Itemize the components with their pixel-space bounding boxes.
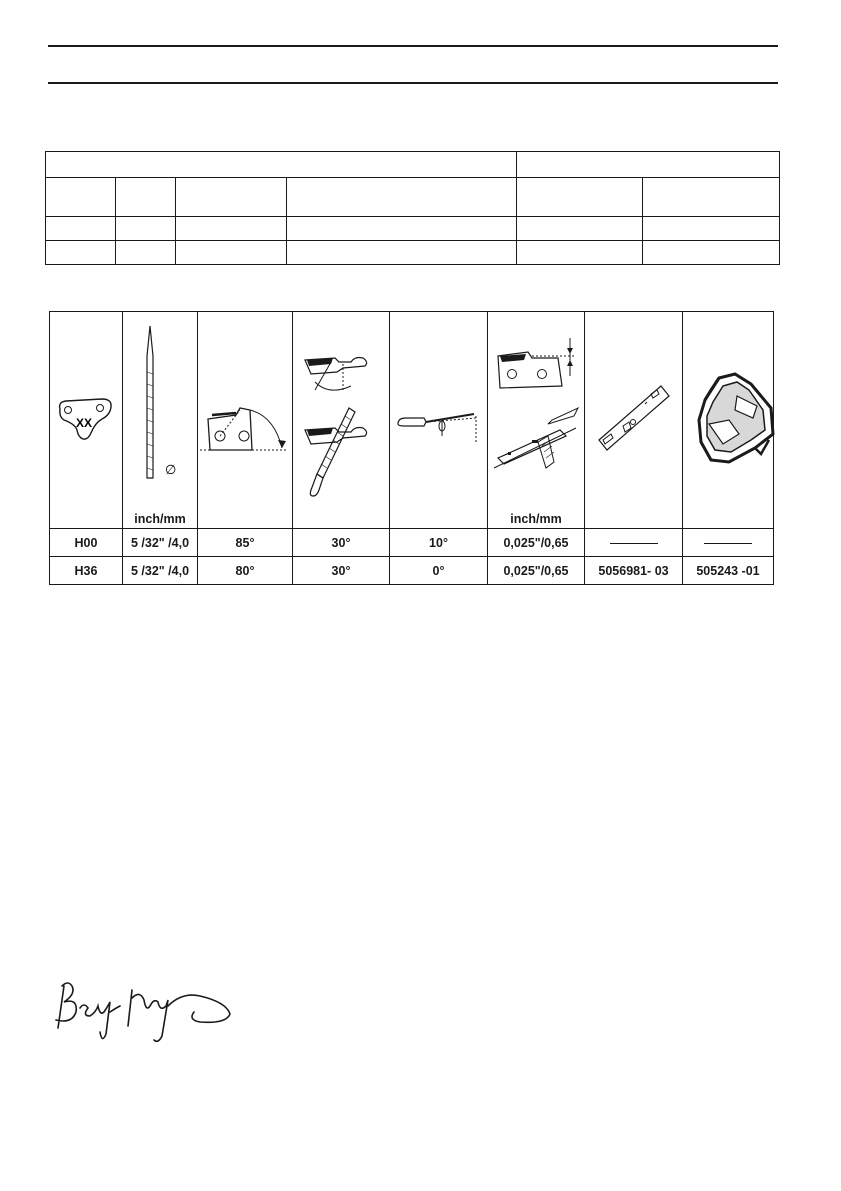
spec-cell xyxy=(176,240,287,264)
depth-gauge-tool-cell xyxy=(683,529,774,557)
table-row xyxy=(50,557,774,585)
filing-angle-cell: 30° xyxy=(293,557,390,585)
not-available-dash xyxy=(610,543,658,544)
spec-header-left xyxy=(46,152,517,178)
spec-cell xyxy=(46,178,116,216)
spec-cell xyxy=(287,178,517,216)
depth-gauge-unit: inch/mm xyxy=(510,512,562,526)
spec-cell xyxy=(116,178,176,216)
illus-cell-tilt-angle xyxy=(390,312,488,529)
file-diameter-cell: 5 /32" /4,0 xyxy=(123,529,198,557)
depth-gauge-tool-icon xyxy=(683,312,779,528)
spec-cell xyxy=(643,216,780,240)
illus-cell-chain xyxy=(50,312,123,529)
illus-cell-top-plate xyxy=(198,312,293,529)
round-file-icon xyxy=(123,312,197,528)
file-diameter-cell: 5 /32" /4,0 xyxy=(123,557,198,585)
file-gauge-icon xyxy=(585,312,682,528)
spec-cell xyxy=(116,240,176,264)
spec-cell xyxy=(517,178,643,216)
tilt-angle-cell: 10° xyxy=(390,529,488,557)
spec-cell xyxy=(176,216,287,240)
table-row xyxy=(50,529,774,557)
top-plate-angle-icon xyxy=(198,312,292,528)
chain-link-marking-icon xyxy=(50,312,122,528)
filing-angle-icon xyxy=(293,312,389,528)
spec-cell xyxy=(643,178,780,216)
signature xyxy=(50,972,240,1052)
header-rule-top xyxy=(48,45,778,47)
illus-cell-file-gauge xyxy=(585,312,683,529)
depth-gauge-setting-cell: 0,025"/0,65 xyxy=(488,529,585,557)
spec-cell xyxy=(517,216,643,240)
chain-marking-label: XX xyxy=(75,416,93,430)
illus-cell-depth-gauge xyxy=(488,312,585,529)
chain-type-cell: H36 xyxy=(50,557,123,585)
not-available-dash xyxy=(704,543,752,544)
depth-gauge-tool-cell: 505243 -01 xyxy=(683,557,774,585)
chain-type-cell: H00 xyxy=(50,529,123,557)
depth-gauge-setting-cell: 0,025"/0,65 xyxy=(488,557,585,585)
filing-angle-cell: 30° xyxy=(293,529,390,557)
specification-table xyxy=(45,151,780,265)
spec-cell xyxy=(287,216,517,240)
spec-cell xyxy=(287,240,517,264)
spec-cell xyxy=(46,240,116,264)
file-diameter-unit: inch/mm xyxy=(134,512,186,526)
spec-cell xyxy=(46,216,116,240)
spec-cell xyxy=(176,178,287,216)
file-gauge-cell xyxy=(585,529,683,557)
tilt-angle-cell: 0° xyxy=(390,557,488,585)
top-plate-angle-cell: 80° xyxy=(198,557,293,585)
file-gauge-cell: 5056981- 03 xyxy=(585,557,683,585)
illus-cell-file xyxy=(123,312,198,529)
depth-gauge-icon xyxy=(488,312,584,528)
spec-cell xyxy=(116,216,176,240)
spec-cell xyxy=(517,240,643,264)
diameter-symbol: ∅ xyxy=(165,462,177,477)
illus-cell-depth-tool xyxy=(683,312,774,529)
illus-cell-filing-angle xyxy=(293,312,390,529)
top-plate-angle-cell: 85° xyxy=(198,529,293,557)
spec-header-right xyxy=(517,152,780,178)
sharpening-table xyxy=(49,311,774,585)
spec-cell xyxy=(643,240,780,264)
tilt-angle-icon xyxy=(390,312,487,528)
header-rule-bottom xyxy=(48,82,778,84)
